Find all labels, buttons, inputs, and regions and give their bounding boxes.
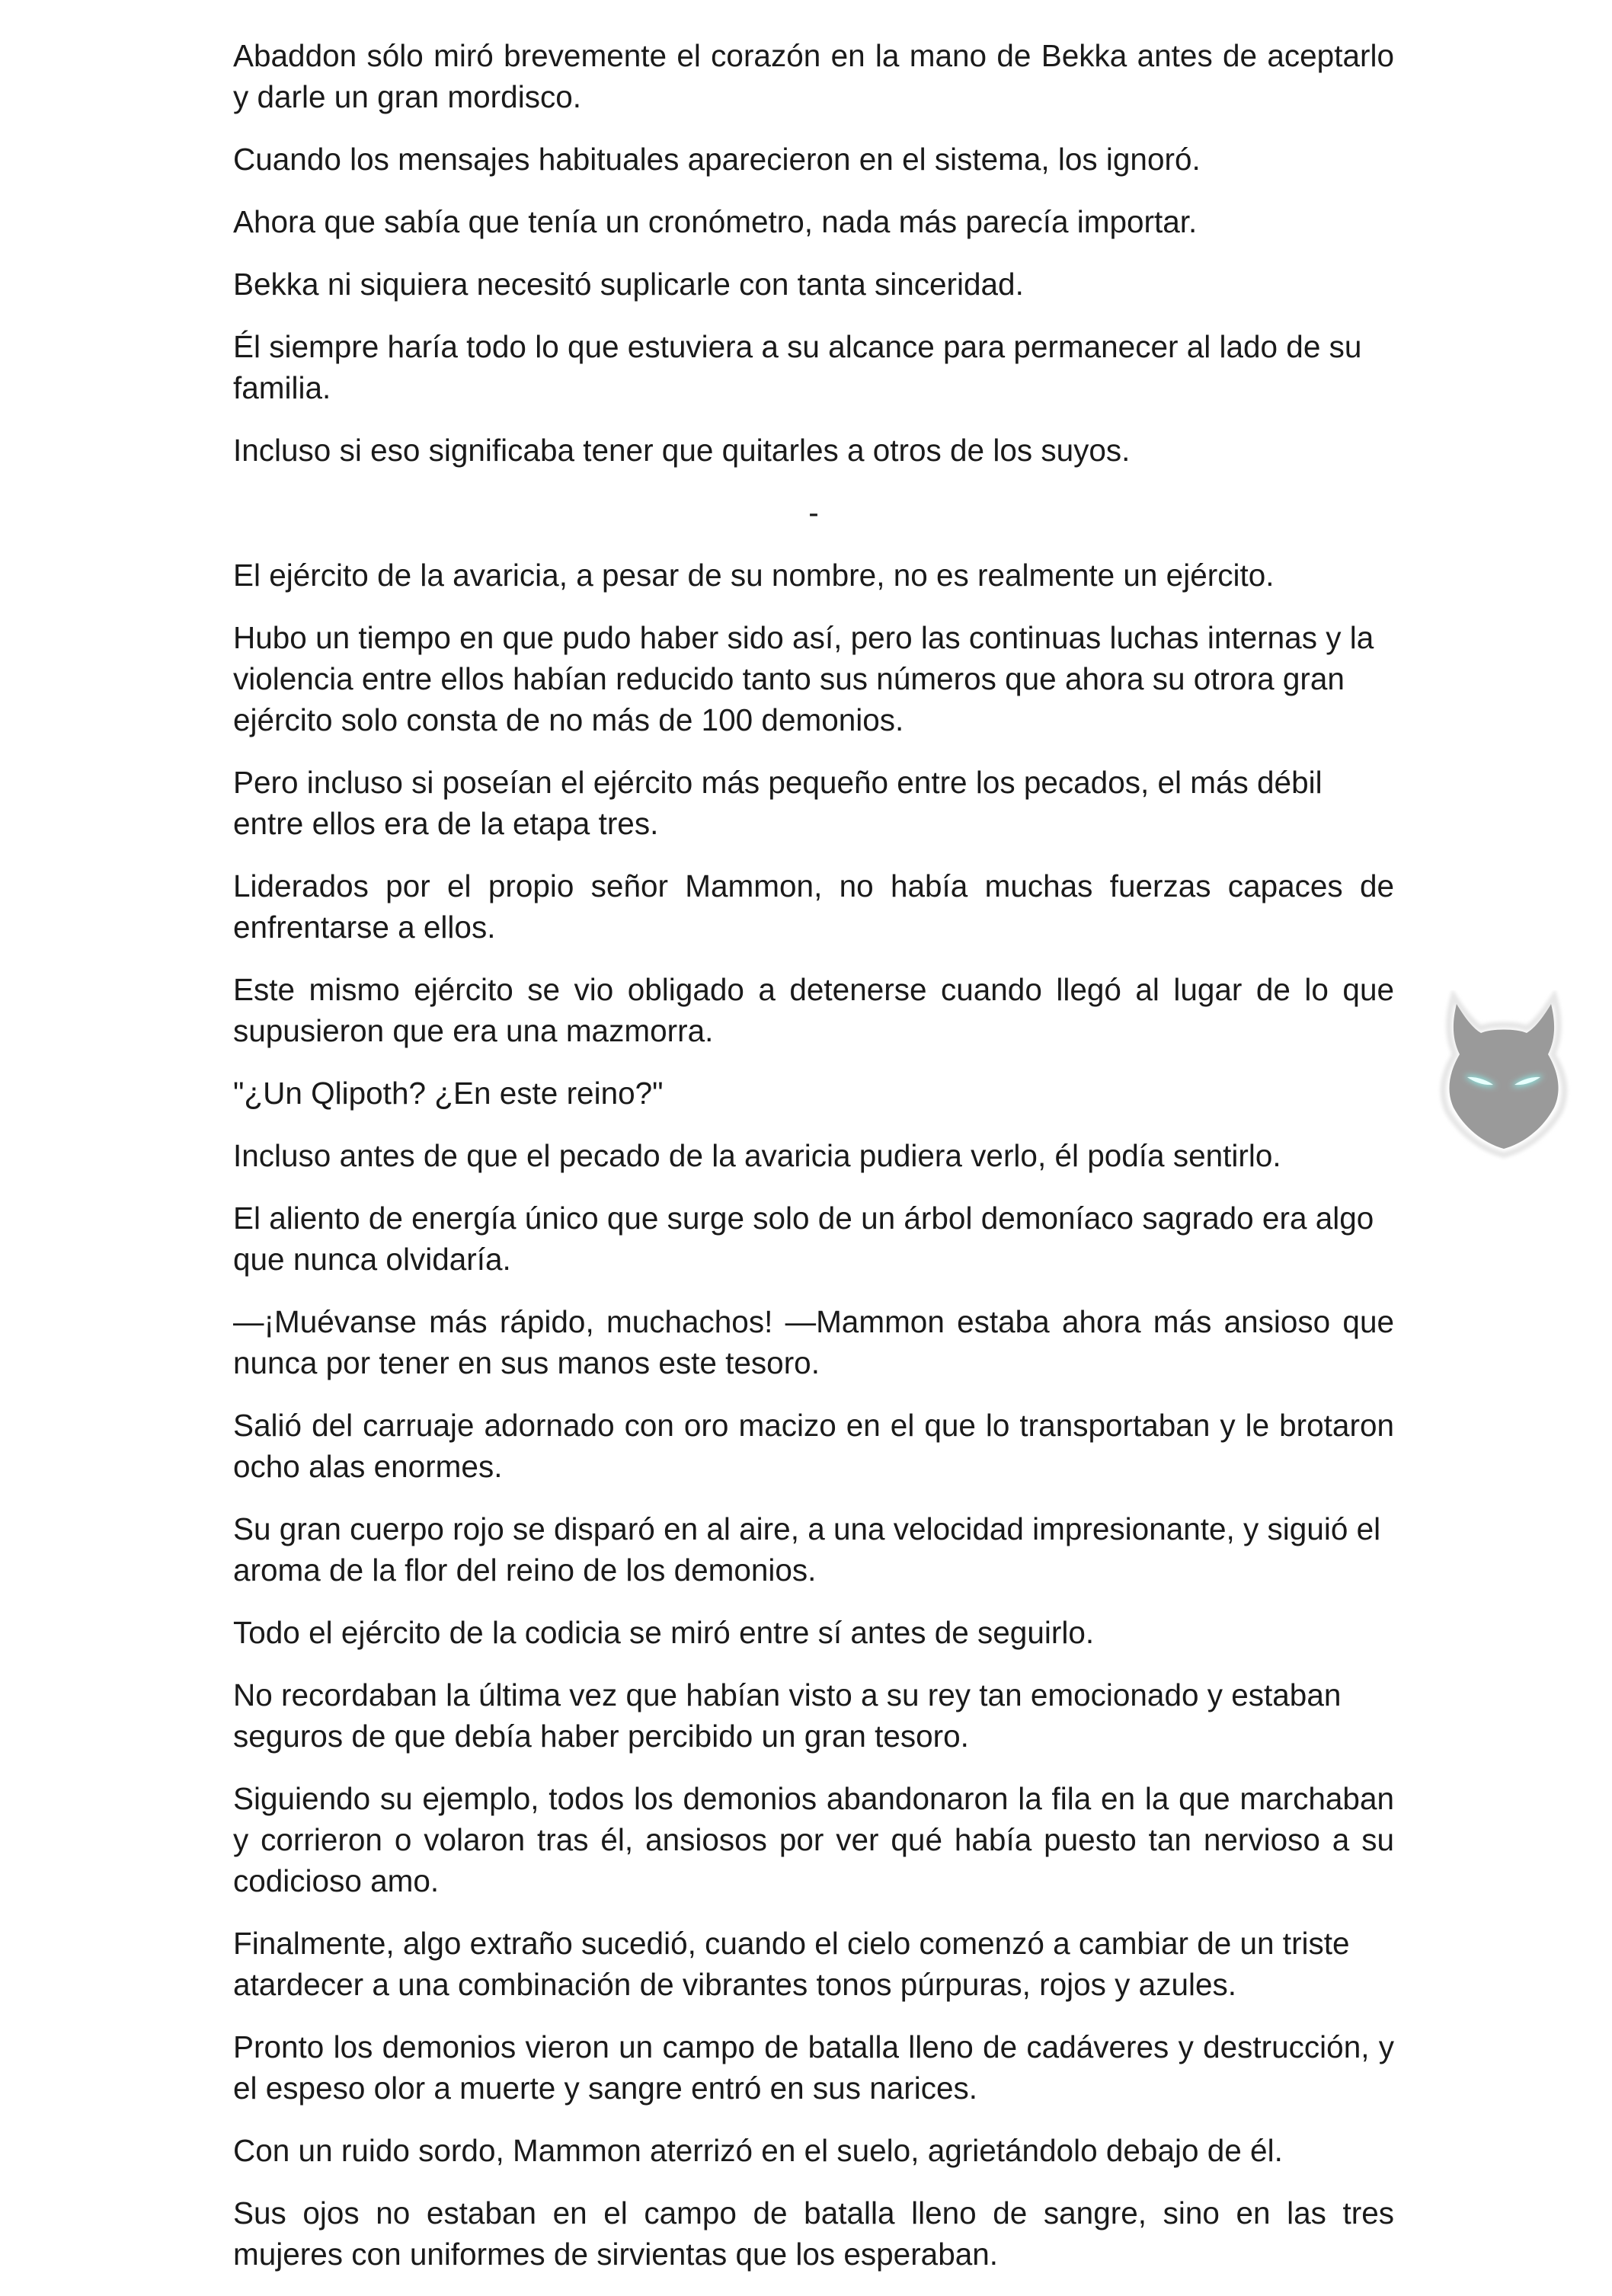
- paragraph-15: —¡Muévanse más rápido, muchachos! —Mammon estaba ahora más ansioso que nunca por tener en sus manos este tesoro.: [233, 1304, 1394, 1380]
- paragraph-10: Liderados por el propio señor Mammon, no había muchas fuerzas capaces de enfrentarse a ellos.: [233, 868, 1394, 945]
- paragraph-1: Abaddon sólo miró brevemente el corazón en la mano de Bekka antes de aceptarlo y darle un gran mordisco.: [233, 38, 1394, 114]
- paragraph-23: Con un ruido sordo, Mammon aterrizó en el suelo, agrietándolo debajo de él.: [233, 2133, 1283, 2168]
- paragraph-8: Hubo un tiempo en que pudo haber sido así, pero las continuas luchas internas y la violencia entre ellos habían reducido tanto sus números que ahora su otrora gran ejército solo consta de no más de 100 demonios.: [233, 620, 1374, 737]
- scene-separator: -: [808, 495, 819, 530]
- paragraph-12: "¿Un Qlipoth? ¿En este reino?": [233, 1076, 664, 1111]
- paragraph-3: Ahora que sabía que tenía un cronómetro, nada más parecía importar.: [233, 204, 1198, 239]
- paragraph-11: Este mismo ejército se vio obligado a detenerse cuando llegó al lugar de lo que supusieron que era una mazmorra.: [233, 972, 1394, 1048]
- paragraph-21: Finalmente, algo extraño sucedió, cuando el cielo comenzó a cambiar de un triste atardecer a una combinación de vibrantes tonos púrpuras, rojos y azules.: [233, 1926, 1350, 2002]
- paragraph-19: No recordaban la última vez que habían visto a su rey tan emocionado y estaban seguros de que debía haber percibido un gran tesoro.: [233, 1677, 1342, 1754]
- paragraph-17: Su gran cuerpo rojo se disparó en al aire, a una velocidad impresionante, y siguió el aroma de la flor del reino de los demonios.: [233, 1511, 1381, 1588]
- document-body: [233, 35, 1394, 2296]
- paragraph-16: Salió del carruaje adornado con oro macizo en el que lo transportaban y le brotaron ocho alas enormes.: [233, 1408, 1394, 1484]
- paragraph-24: Sus ojos no estaban en el campo de batalla lleno de sangre, sino en las tres mujeres con uniformes de sirvientas que los esperaban.: [233, 2195, 1394, 2272]
- paragraph-7: El ejército de la avaricia, a pesar de su nombre, no es realmente un ejército.: [233, 558, 1275, 593]
- paragraph-2: Cuando los mensajes habituales aparecieron en el sistema, los ignoró.: [233, 142, 1201, 177]
- paragraph-18: Todo el ejército de la codicia se miró entre sí antes de seguirlo.: [233, 1615, 1095, 1650]
- paragraph-4: Bekka ni siquiera necesitó suplicarle con tanta sinceridad.: [233, 267, 1024, 302]
- paragraph-13: Incluso antes de que el pecado de la avaricia pudiera verlo, él podía sentirlo.: [233, 1138, 1281, 1173]
- paragraph-5: Él siempre haría todo lo que estuviera a su alcance para permanecer al lado de su familia.: [233, 329, 1362, 405]
- demon-head-icon: [1434, 990, 1574, 1161]
- paragraph-9: Pero incluso si poseían el ejército más pequeño entre los pecados, el más débil entre ellos era de la etapa tres.: [233, 765, 1323, 841]
- paragraph-20: Siguiendo su ejemplo, todos los demonios abandonaron la fila en la que marchaban y corrieron o volaron tras él, ansiosos por ver qué había puesto tan nervioso a su codicioso amo.: [233, 1781, 1394, 1898]
- paragraph-22: Pronto los demonios vieron un campo de batalla lleno de cadáveres y destrucción, y el espeso olor a muerte y sangre entró en sus narices.: [233, 2029, 1394, 2106]
- paragraph-14: El aliento de energía único que surge solo de un árbol demoníaco sagrado era algo que nunca olvidaría.: [233, 1201, 1374, 1277]
- paragraph-6: Incluso si eso significaba tener que quitarles a otros de los suyos.: [233, 433, 1131, 468]
